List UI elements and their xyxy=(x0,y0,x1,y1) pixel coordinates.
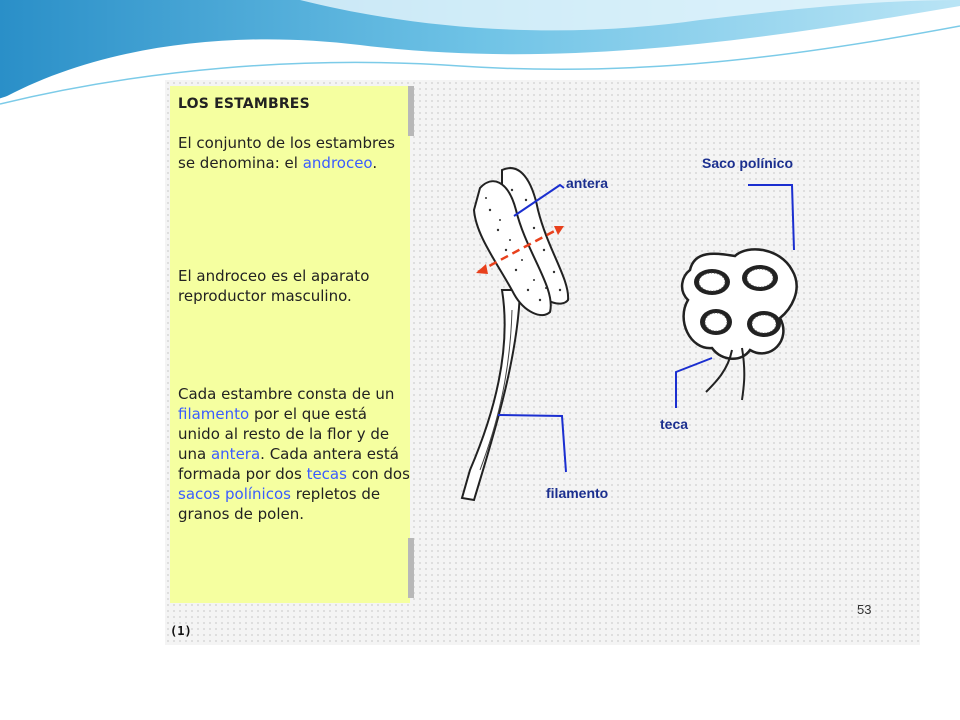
slide-number: 53 xyxy=(857,602,872,617)
heading: LOS ESTAMBRES xyxy=(178,96,310,112)
text-box-shadow-bottom xyxy=(408,538,414,598)
filamento-pointer xyxy=(498,415,566,472)
paragraph-2: El androceo es el aparato reproductor masculino. xyxy=(178,267,370,305)
paragraph-1: El conjunto de los estambres se denomina: el androceo. xyxy=(178,134,395,172)
pollen-sac-3 xyxy=(700,309,732,335)
label-saco-polinico: Saco polínico xyxy=(702,155,794,171)
label-filamento: filamento xyxy=(546,485,609,501)
label-teca: teca xyxy=(660,416,689,432)
teca-pointer xyxy=(676,358,712,408)
term-antera: antera xyxy=(210,445,261,463)
saco-pointer xyxy=(748,185,794,250)
paragraph-3: Cada estambre consta de un filamento por el que está unido al resto de la flor y de una antera. Cada antera está formada por dos tecas con dos sacos polínicos repletos de granos de polen. xyxy=(178,385,410,523)
pollen-sac-1 xyxy=(694,269,730,295)
term-androceo: androceo xyxy=(302,154,373,172)
pollen-sac-4 xyxy=(747,311,781,337)
term-sacos-polinicos: sacos polínicos xyxy=(178,485,291,503)
text-box-shadow-top xyxy=(408,86,414,136)
pollen-sac-2 xyxy=(742,265,778,291)
cross-section xyxy=(682,249,797,400)
label-antera: antera xyxy=(566,175,609,191)
term-filamento: filamento xyxy=(178,405,250,423)
term-tecas: tecas xyxy=(306,465,347,483)
footnote-marker: (1) xyxy=(170,624,192,638)
stamen-diagram xyxy=(440,140,860,520)
text-box xyxy=(170,86,410,603)
